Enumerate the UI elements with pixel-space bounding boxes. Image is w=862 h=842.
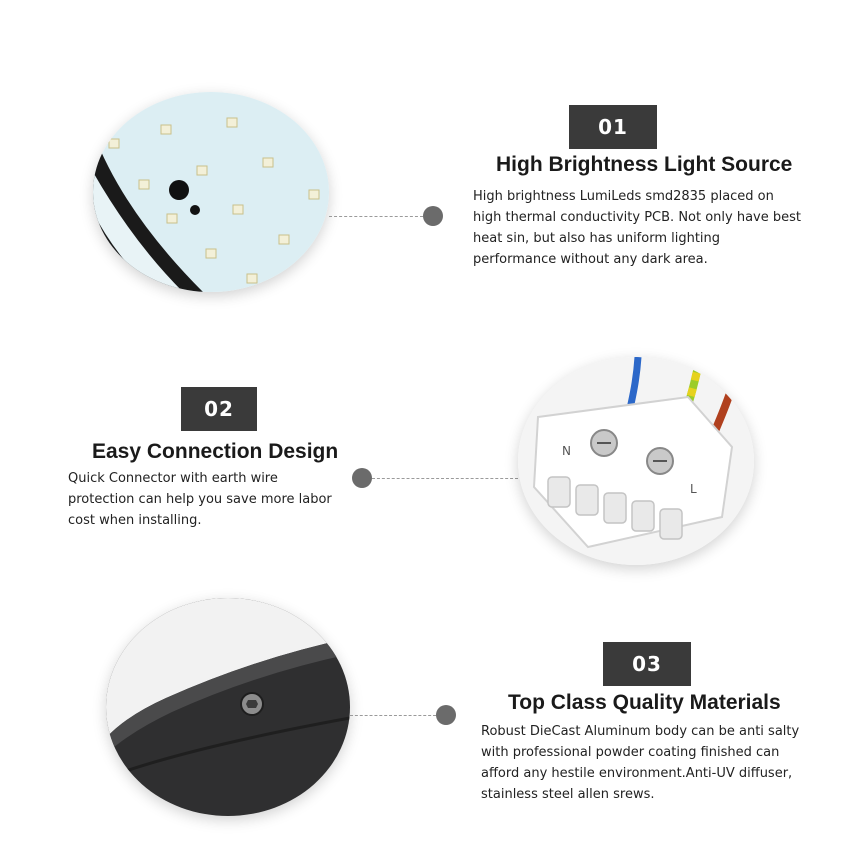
feature-description: Robust DieCast Aluminum body can be anti salty with professional powder coating finished can afford any hestile environment.Anti-UV diffuser, stainless steel allen srews. xyxy=(481,724,800,802)
feature-title: Easy Connection Design xyxy=(92,440,339,463)
feature-number-badge: 02 xyxy=(181,387,257,431)
leader-line xyxy=(372,478,518,479)
feature-description: Quick Connector with earth wire protection can help you save more labor cost when installing. xyxy=(68,471,332,528)
pointer-dot xyxy=(352,468,372,488)
feature-number-badge: 01 xyxy=(569,105,657,149)
pointer-dot xyxy=(436,705,456,725)
quick-connector-photo xyxy=(518,357,754,565)
led-pcb-photo xyxy=(93,92,329,292)
live-label: L xyxy=(690,482,697,496)
leader-line xyxy=(329,216,423,217)
feature-title: High Brightness Light Source xyxy=(496,153,793,176)
diecast-body-photo xyxy=(106,598,350,816)
pointer-dot xyxy=(423,206,443,226)
feature-title: Top Class Quality Materials xyxy=(508,691,781,714)
feature-number-badge: 03 xyxy=(603,642,691,686)
feature-description: High brightness LumiLeds smd2835 placed on high thermal conductivity PCB. Not only have best heat sin, but also has uniform lighting performance without any dark area. xyxy=(473,189,802,267)
neutral-label: N xyxy=(562,444,571,458)
leader-line xyxy=(350,715,436,716)
